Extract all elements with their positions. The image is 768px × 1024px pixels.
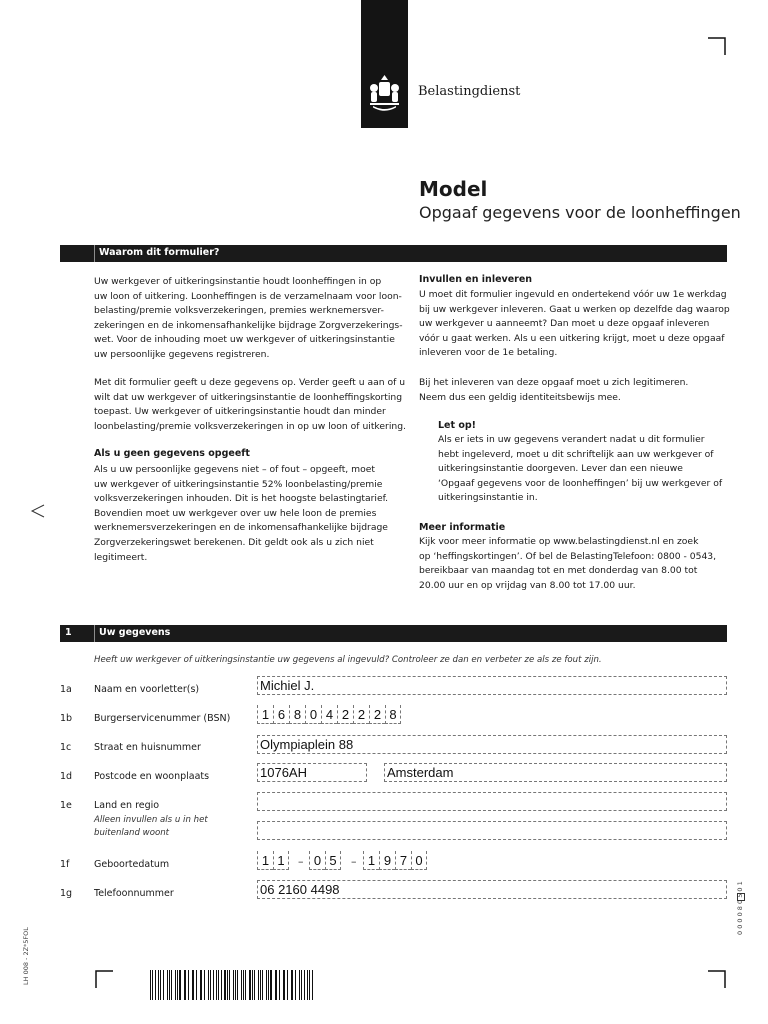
bsn-digit[interactable]: 2 <box>353 705 369 724</box>
name-field[interactable]: Michiel J. <box>257 676 727 695</box>
date-separator: – <box>298 855 304 868</box>
country-note: Alleen invullen als u in het buitenland woont <box>94 815 208 838</box>
page-marker-square <box>737 893 745 901</box>
field-id-1e: 1e <box>60 800 72 811</box>
field-id-1d: 1d <box>60 771 73 782</box>
crop-mark-bottom-left <box>95 970 113 988</box>
crop-mark-top-right <box>708 37 726 55</box>
birth-day-field[interactable] <box>257 851 289 870</box>
page-subtitle: Opgaaf gegevens voor de loonheffingen <box>419 203 741 222</box>
birth-year-digit[interactable]: 7 <box>395 851 411 870</box>
bsn-digit[interactable]: 2 <box>369 705 385 724</box>
country-field-line-1[interactable] <box>257 792 727 811</box>
field-id-1f: 1f <box>60 859 70 870</box>
date-separator: – <box>351 855 357 868</box>
rijksoverheid-logo <box>361 0 408 128</box>
birth-year-digit[interactable]: 0 <box>411 851 427 870</box>
form-code-left: LH 008 - 2Z*5FOL <box>22 927 30 985</box>
bsn-digit[interactable]: 2 <box>337 705 353 724</box>
birth-year-field[interactable] <box>363 851 427 870</box>
phone-field[interactable]: 06 2160 4498 <box>257 880 727 899</box>
letop-paragraph: Als er iets in uw gegevens verandert nadat u dit formulier hebt ingeleverd, moet u dit schriftelijk aan uw werkgever of uitkeringsinstantie doorgeven. Lever dan een nieuwe ‘Opgaaf gegevens voor de loonheffingen’ bij uw werkgever of uitkeringsinstantie in. <box>438 434 723 504</box>
coat-of-arms-icon <box>361 0 408 128</box>
birth-month-digit[interactable]: 0 <box>309 851 325 870</box>
identify-paragraph: Bij het inleveren van deze opgaaf moet u zich legitimeren. Neem dus een geldig identiteitsbewijs mee. <box>419 377 689 403</box>
postcode-label: Postcode en woonplaats <box>94 771 210 782</box>
street-label: Straat en huisnummer <box>94 742 201 753</box>
bsn-digit[interactable]: 0 <box>305 705 321 724</box>
bsn-digit[interactable]: 8 <box>385 705 401 724</box>
why-paragraph-2: Met dit formulier geeft u deze gegevens op. Verder geeft u aan of u wilt dat uw werkgever of uitkeringsinstantie de loonheffingskorting toepast. Uw werkgever of uitkeringsinstantie houdt dan minder loonbelasting/premie volksverzekeringen in op uw loon of uitkering. <box>94 377 406 432</box>
city-field[interactable]: Amsterdam <box>384 763 727 782</box>
why-paragraph-1: Uw werkgever of uitkeringsinstantie houdt loonheffingen in op uw loon of uitkering. Loonheffingen is de verzamelnaam voor loon- belasting/premie volksverzekeringen, premies werknemersver- zekeringen en de inkomensafhankelijke bijdrage Zorgverzekerings- wet. Voor de inhouding moet uw werkgever of uitkeringsinstantie uw persoonlijke gegevens registreren. <box>94 276 403 360</box>
birth-year-digit[interactable]: 9 <box>379 851 395 870</box>
barcode <box>150 970 315 1000</box>
field-id-1g: 1g <box>60 888 73 899</box>
brand-name: Belastingdienst <box>418 84 521 99</box>
field-id-1a: 1a <box>60 684 72 695</box>
street-field[interactable]: Olympiaplein 88 <box>257 735 727 754</box>
fold-mark-icon <box>30 503 46 519</box>
submit-paragraph: U moet dit formulier ingevuld en ondertekend vóór uw 1e werkdag bij uw werkgever inleveren. Gaat u werken op dezelfde dag waarop uw werkgever u aanneemt? Dan moet u deze opgaaf inleveren vóór u gaat werken. Als u een uitkering krijgt, moet u deze opgaaf inleveren voor de 1e betaling. <box>419 289 730 359</box>
section-bar-uw-gegevens <box>60 625 727 642</box>
crop-mark-bottom-right <box>708 970 726 988</box>
no-data-paragraph: Als u uw persoonlijke gegevens niet – of fout – opgeeft, moet uw werkgever of uitkeringsinstantie 52% loonbelasting/premie volksverzekeringen inhouden. Dit is het hoogste belastingtarief. Bovendien moet uw werkgever over uw hele loon de premies werknemersverzekeringen en de inkomensafhankelijke bijdrage Zorgverzekeringswet berekenen. Dit geldt ook als u zich niet legitimeert. <box>94 464 389 563</box>
bsn-label: Burgerservicenummer (BSN) <box>94 713 231 724</box>
bsn-field[interactable] <box>257 705 401 724</box>
section-1-intro: Heeft uw werkgever of uitkeringsinstantie uw gegevens al ingevuld? Controleer ze dan en verbeter ze als ze fout zijn. <box>94 655 602 665</box>
birth-month-digit[interactable]: 5 <box>325 851 341 870</box>
more-info-paragraph: Kijk voor meer informatie op www.belastingdienst.nl en zoek op ‘heffingskortingen’. Of bel de BelastingTelefoon: 0800 - 0543, bereikbaar van maandag tot en met donderdag van 8.00 tot 20.00 uur en op vrijdag van 8.00 tot 17.00 uur. <box>419 536 717 591</box>
country-field-line-2[interactable] <box>257 821 727 840</box>
bsn-digit[interactable]: 6 <box>273 705 289 724</box>
form-code-right: 0 0 0 0 8 0 5 0 1 <box>736 881 744 935</box>
field-id-1c: 1c <box>60 742 72 753</box>
submit-heading: Invullen en inleveren <box>419 274 533 285</box>
birth-day-digit[interactable]: 1 <box>257 851 273 870</box>
postcode-field[interactable]: 1076AH <box>257 763 367 782</box>
field-id-1b: 1b <box>60 713 73 724</box>
section-why-title: Waarom dit formulier? <box>99 247 220 258</box>
birthdate-label: Geboortedatum <box>94 859 170 870</box>
birth-month-field[interactable] <box>309 851 341 870</box>
page-title: Model <box>419 177 488 201</box>
phone-label: Telefoonnummer <box>94 888 174 899</box>
section-number: 1 <box>65 627 72 638</box>
bsn-digit[interactable]: 1 <box>257 705 273 724</box>
section-1-title: Uw gegevens <box>99 627 171 638</box>
letop-heading: Let op! <box>438 420 477 431</box>
birth-year-digit[interactable]: 1 <box>363 851 379 870</box>
birth-day-digit[interactable]: 1 <box>273 851 289 870</box>
section-bar-why <box>60 245 727 262</box>
country-label: Land en regio <box>94 800 160 811</box>
no-data-heading: Als u geen gegevens opgeeft <box>94 448 250 459</box>
name-label: Naam en voorletter(s) <box>94 684 200 695</box>
more-info-heading: Meer informatie <box>419 522 506 533</box>
bsn-digit[interactable]: 4 <box>321 705 337 724</box>
bsn-digit[interactable]: 8 <box>289 705 305 724</box>
